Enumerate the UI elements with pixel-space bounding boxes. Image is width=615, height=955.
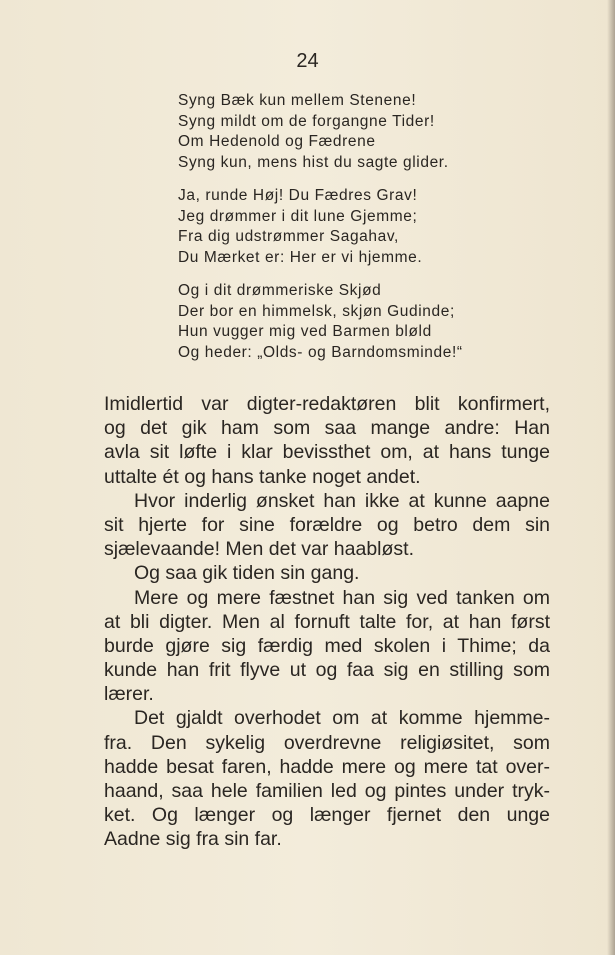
prose-line: burde gjøre sig færdig med skolen i Thime; da [104,634,550,657]
poem-line: Om Hedenold og Fædrene [178,133,376,150]
prose-line: fra. Den sykelig overdrevne religiøsitet, som [104,731,550,754]
poem-line: Der bor en himmelsk, skjøn Gudinde; [178,302,455,320]
prose-line: sjælevaande! Men det var haabløst. [104,538,415,561]
poem [178,91,508,376]
prose-line: avla sit løfte i klar bevissthet om, at hans tunge [104,441,550,464]
prose-line: sit hjerte for sine forældre og betro dem sin [104,513,550,536]
prose-line: lærer. [104,683,154,706]
page-number: 24 [296,50,319,72]
poem-line: Syng Bæk kun mellem Stenene! [178,92,417,109]
prose-line: uttalte ét og hans tanke noget andet. [104,465,421,488]
poem-line: Og heder: „Olds- og Barndomsminde!“ [178,343,463,361]
poem-line: Fra dig udstrømmer Sagahav, [178,228,399,245]
prose-line: Aadne sig fra sin far. [104,828,282,851]
prose-body [104,392,550,852]
poem-line: Jeg drømmer i dit lune Gjemme; [178,207,418,225]
poem-stanza-2 [178,186,508,268]
prose-line: kunde han frit flyve ut og faa sig en stilling som [104,659,550,682]
poem-line: Og i dit drømmeriske Skjød [178,282,382,299]
prose-line: Og saa gik tiden sin gang. [134,562,360,585]
prose-line: og det gik ham som saa mange andre: Han [104,417,550,440]
prose-line: haand, saa hele familien led og pintes under tryk- [104,780,550,802]
prose-line: at bli digter. Men al fornuft talte for, at han først [104,610,550,633]
poem-stanza-1 [178,91,508,173]
prose-line: ket. Og længer og længer fjernet den unge [104,804,550,827]
page-edge-shadow [607,0,615,955]
poem-line: Syng mildt om de forgangne Tider! [178,112,435,130]
poem-stanza-3 [178,281,508,363]
poem-line: Hun vugger mig ved Barmen bløld [178,323,432,340]
poem-line: Du Mærket er: Her er vi hjemme. [178,248,423,266]
prose-line: hadde besat faren, hadde mere og mere tat over- [104,755,550,778]
prose-line: Mere og mere fæstnet han sig ved tanken om [134,586,550,609]
poem-line: Ja, runde Høj! Du Fædres Grav! [178,187,418,204]
poem-line: Syng kun, mens hist du sagte glider. [178,153,449,171]
prose-line: Imidlertid var digter-redaktøren blit konfirmert, [104,393,550,415]
prose-line: Hvor inderlig ønsket han ikke at kunne aapne [134,489,550,512]
prose-line: Det gjaldt overhodet om at komme hjemme- [134,707,550,730]
